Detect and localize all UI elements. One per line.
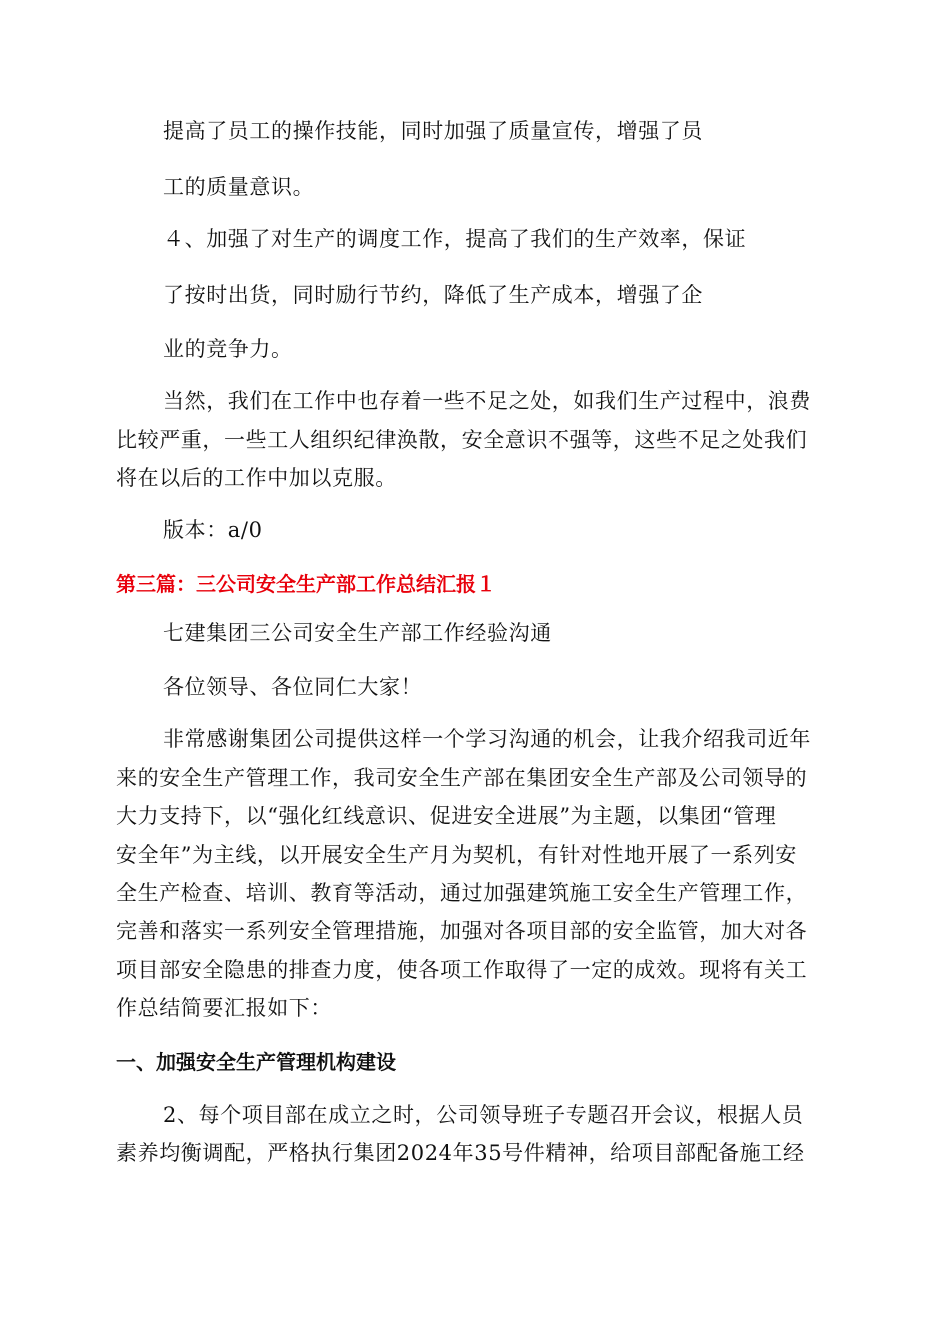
section-heading: 一、加强安全生产管理机构建设 bbox=[116, 1050, 396, 1074]
text-line: 素养均衡调配，严格执行集团2024年35号件精神，给项目部配备施工经 bbox=[116, 1141, 805, 1165]
text-line: 工的质量意识。 bbox=[163, 175, 315, 199]
greeting: 各位领导、各位同仁大家！ bbox=[163, 675, 423, 699]
text-line: 全生产检查、培训、教育等活动，通过加强建筑施工安全生产管理工作， bbox=[116, 881, 808, 905]
text-line: 将在以后的工作中加以克服。 bbox=[116, 466, 397, 490]
version-label: 版本：a/0 bbox=[163, 518, 263, 542]
text-line: 来的安全生产管理工作，我司安全生产部在集团安全生产部及公司领导的 bbox=[116, 766, 808, 790]
text-line: 项目部安全隐患的排查力度，使各项工作取得了一定的成效。现将有关工 bbox=[116, 958, 808, 982]
text-line: 了按时出货，同时励行节约，降低了生产成本，增强了企 bbox=[163, 283, 703, 307]
section-title: 第三篇：三公司安全生产部工作总结汇报１ bbox=[116, 572, 496, 596]
text-line: 作总结简要汇报如下： bbox=[116, 996, 332, 1020]
text-line: 业的竞争力。 bbox=[163, 337, 293, 361]
subtitle: 七建集团三公司安全生产部工作经验沟通 bbox=[163, 621, 552, 645]
text-line: 2、每个项目部在成立之时，公司领导班子专题召开会议，根据人员 bbox=[163, 1103, 804, 1127]
text-line: 非常感谢集团公司提供这样一个学习沟通的机会，让我介绍我司近年 bbox=[163, 727, 811, 751]
text-line: 安全年”为主线，以开展安全生产月为契机，有针对性地开展了一系列安 bbox=[116, 843, 797, 867]
text-line: 提高了员工的操作技能，同时加强了质量宣传，增强了员 bbox=[163, 119, 703, 143]
text-line: 当然，我们在工作中也存着一些不足之处，如我们生产过程中，浪费 bbox=[163, 389, 811, 413]
text-line: 大力支持下，以“强化红线意识、促进安全进展”为主题，以集团“管理 bbox=[116, 804, 777, 828]
text-line: ４、加强了对生产的调度工作，提高了我们的生产效率，保证 bbox=[163, 227, 747, 251]
text-line: 比较严重，一些工人组织纪律涣散，安全意识不强等，这些不足之处我们 bbox=[116, 428, 808, 452]
text-line: 完善和落实一系列安全管理措施，加强对各项目部的安全监管，加大对各 bbox=[116, 919, 808, 943]
